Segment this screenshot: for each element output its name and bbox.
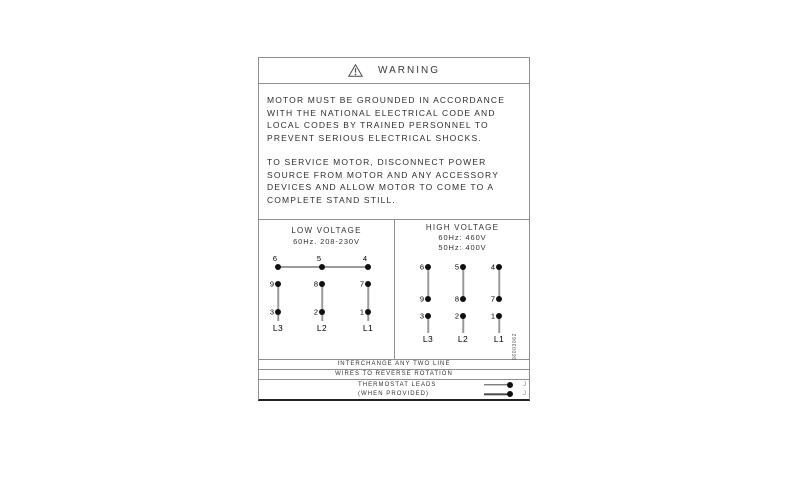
low-voltage-subtitle: 60Hz. 208-230V	[293, 237, 360, 246]
terminal-number: 6	[419, 262, 424, 272]
terminal-number: 8	[454, 294, 459, 304]
terminal-dot	[496, 313, 502, 319]
wire	[498, 267, 500, 299]
terminal-number: 2	[454, 311, 459, 321]
notice-line: DEVICES AND ALLOW MOTOR TO COME TO A	[267, 182, 495, 192]
notice-line: COMPLETE STAND STILL.	[267, 194, 396, 205]
terminal-dot	[319, 264, 325, 270]
terminal-dot	[496, 296, 502, 302]
line-label: L3	[422, 334, 434, 344]
wire	[277, 284, 279, 321]
rotation-note-line-2: WIRES TO REVERSE ROTATION	[259, 370, 529, 380]
notice-line: PREVENT SERIOUS ELECTRICAL SHOCKS.	[267, 132, 482, 143]
terminal-number: 1	[359, 307, 364, 317]
part-number: 96003062	[512, 332, 518, 360]
notice-line: LOCAL CODES BY TRAINED PERSONNEL TO	[267, 120, 489, 130]
terminal-number: 4	[362, 254, 368, 263]
terminal-dot	[496, 264, 502, 270]
terminal-number: 3	[419, 311, 424, 321]
thermostat-leads-row	[259, 380, 529, 390]
when-provided-row	[259, 390, 529, 400]
thermostat-leads-label: THERMOSTAT LEADS	[358, 381, 437, 388]
terminal-number: 6	[272, 254, 278, 263]
terminal-dot	[275, 309, 281, 315]
terminal-dot	[425, 296, 431, 302]
voltage-diagrams-section	[259, 220, 529, 360]
motor-wiring-warning-label	[258, 57, 530, 401]
notice-line: SOURCE FROM MOTOR AND ANY ACCESSORY	[267, 169, 500, 180]
wire	[367, 284, 369, 321]
notice-paragraph-1	[267, 94, 523, 144]
safety-notice	[259, 84, 529, 220]
high-voltage-subtitle-50hz: 50Hz: 400V	[438, 243, 487, 252]
terminal-dot	[319, 309, 325, 315]
terminal-dot	[425, 264, 431, 270]
terminal-number: 4	[490, 262, 495, 272]
notice-paragraph-2	[267, 156, 523, 206]
line-label: L1	[493, 334, 505, 344]
lead-dot	[507, 391, 513, 397]
terminal-dot	[275, 264, 281, 270]
terminal-dot	[275, 281, 281, 287]
notice-line: TO SERVICE MOTOR, DISCONNECT POWER	[267, 157, 487, 167]
when-provided-label: (WHEN PROVIDED)	[358, 391, 430, 398]
terminal-number: 2	[313, 307, 318, 317]
terminal-number: 5	[316, 254, 322, 263]
terminal-dot	[460, 296, 466, 302]
high-voltage-title: HIGH VOLTAGE	[425, 223, 500, 232]
terminal-number: 9	[269, 279, 274, 289]
high-voltage-subtitle-60hz: 60Hz: 460V	[438, 233, 487, 242]
terminal-dot	[365, 281, 371, 287]
rotation-note-line-1: INTERCHANGE ANY TWO LINE	[259, 360, 529, 370]
line-label: L1	[362, 323, 374, 333]
warning-triangle-icon	[348, 64, 363, 77]
line-label: L3	[272, 323, 284, 333]
low-voltage-title: LOW VOLTAGE	[291, 226, 362, 235]
warning-title: WARNING	[378, 65, 440, 76]
lead-tag: J	[523, 381, 526, 388]
terminal-dot	[460, 264, 466, 270]
terminal-number: 3	[269, 307, 274, 317]
terminal-dot	[365, 264, 371, 270]
terminal-number: 1	[490, 311, 495, 321]
terminal-dot	[425, 313, 431, 319]
notice-line: MOTOR MUST BE GROUNDED IN ACCORDANCE	[267, 95, 506, 105]
wire	[427, 267, 429, 299]
wire	[321, 284, 323, 321]
lead-tag: J	[523, 391, 526, 398]
terminal-number: 5	[454, 262, 459, 272]
line-label: L2	[457, 334, 469, 344]
terminal-dot	[365, 309, 371, 315]
terminal-dot	[460, 313, 466, 319]
line-label: L2	[316, 323, 328, 333]
terminal-number: 9	[419, 294, 424, 304]
warning-header	[259, 58, 529, 84]
thermostat-leads-cell	[259, 380, 529, 399]
terminal-number: 7	[359, 279, 364, 289]
notice-line: WITH THE NATIONAL ELECTRICAL CODE AND	[267, 107, 496, 118]
terminal-number: 7	[490, 294, 495, 304]
terminal-dot	[319, 281, 325, 287]
lead-dot	[507, 382, 513, 388]
wire	[462, 267, 464, 299]
terminal-number: 8	[313, 279, 318, 289]
